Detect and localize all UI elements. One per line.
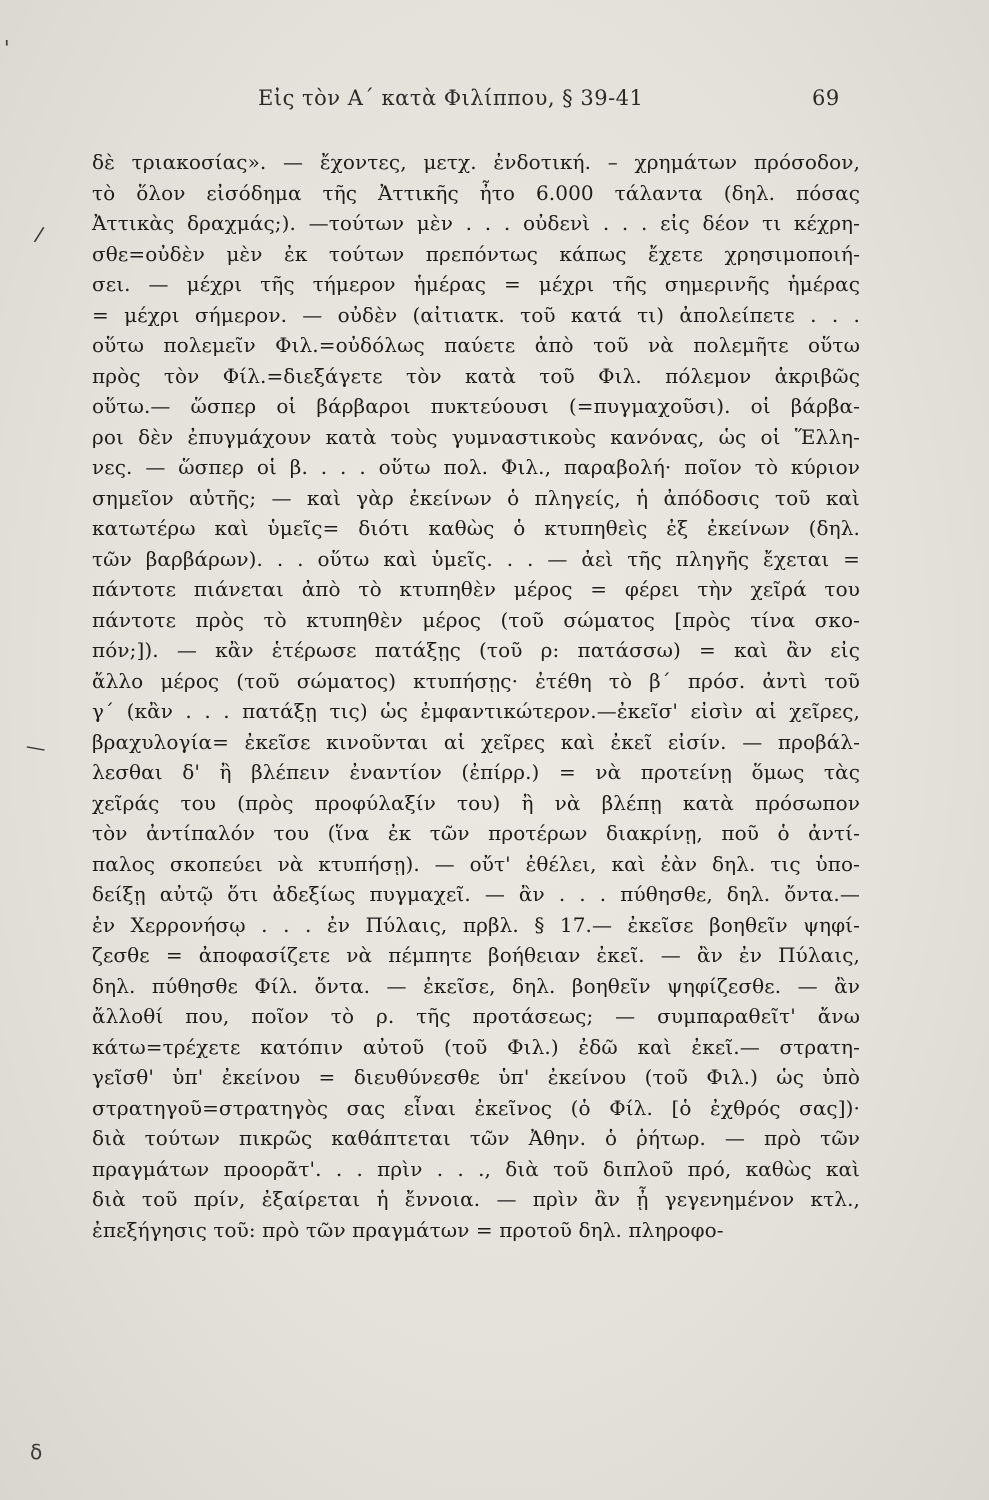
margin-mark: —: [24, 733, 48, 761]
text-line: πρὸς τὸν Φίλ.=διεξάγετε τὸν κατὰ τοῦ Φιλ. πόλεμον ἀκριβῶς: [92, 363, 860, 388]
text-line: σθε=οὐδὲν μὲν ἐκ τούτων πρεπόντως κάπως ἔχετε χρησιμοποιή-: [92, 241, 860, 266]
text-line: γ΄ (κἂν . . . πατάξῃ τις) ὡς ἐμφαντικώτερον.—ἐκεῖσ' εἰσὶν αἱ χεῖρες,: [92, 699, 860, 723]
text-line: γεῖσθ' ὑπ' ἐκείνου = διευθύνεσθε ὑπ' ἐκείνου (τοῦ Φιλ.) ὡς ὑπὸ: [92, 1065, 860, 1089]
text-line: παλος σκοπεύει νὰ κτυπήσῃ). — οὔτ' ἐθέλει, καὶ ἐὰν δηλ. τις ὑπο-: [92, 851, 860, 876]
text-line: δηλ. πύθησθε Φίλ. ὄντα. — ἐκεῖσε, δηλ. βοηθεῖν ψηφίζεσθε. — ἂν: [92, 973, 860, 998]
text-line: χεῖράς του (πρὸς προφύλαξίν του) ἢ νὰ βλέπῃ κατὰ πρόσωπον: [92, 790, 860, 815]
text-line: λεσθαι δ' ἢ βλέπειν ἐναντίον (ἐπίρρ.) = νὰ προτείνῃ ὅμως τὰς: [92, 760, 860, 784]
text-line: σει. — μέχρι τῆς τήμερον ἡμέρας = μέχρι τῆς σημερινῆς ἡμέρας: [92, 272, 860, 296]
text-line: ἄλλο μέρος (τοῦ σώματος) κτυπήσῃς· ἐτέθη τὸ β΄ πρόσ. ἀντὶ τοῦ: [92, 668, 860, 693]
text-line: σημεῖον αὐτῆς; — καὶ γὰρ ἐκείνων ὁ πληγείς, ἡ ἀπόδοσις τοῦ καὶ: [92, 485, 860, 510]
text-line: τὸν ἀντίπαλόν του (ἵνα ἐκ τῶν προτέρων διακρίνῃ, ποῦ ὁ ἀντί-: [92, 821, 860, 845]
text-line: δὲ τριακοσίας». — ἔχοντες, μετχ. ἐνδοτική. – χρημάτων πρόσοδον,: [92, 150, 860, 174]
text-line: στρατηγοῦ=στρατηγὸς σας εἶναι ἐκεῖνος (ὁ Φίλ. [ὁ ἐχθρός σας])·: [92, 1095, 860, 1120]
text-line: διὰ τοῦ πρίν, ἐξαίρεται ἡ ἔννοια. — πρὶν ἂν ᾖ γεγενημένον κτλ.,: [92, 1187, 860, 1211]
text-line: πραγμάτων προορᾶτ'. . . πρὶν . . ., διὰ τοῦ διπλοῦ πρό, καθὼς καὶ: [92, 1156, 860, 1181]
text-line: πάντοτε πρὸς τὸ κτυπηθὲν μέρος (τοῦ σώματος [πρὸς τίνα σκο-: [92, 607, 860, 632]
text-line: βραχυλογία= ἐκεῖσε κινοῦνται αἱ χεῖρες καὶ ἐκεῖ εἰσίν. — προβάλ-: [92, 729, 860, 754]
text-line: νες. — ὥσπερ οἱ β. . . . οὕτω πολ. Φιλ., παραβολή· ποῖον τὸ κύριον: [92, 455, 860, 479]
text-line: τὸ ὅλον εἰσόδημα τῆς Ἀττικῆς ἦτο 6.000 τάλαντα (δηλ. πόσας: [92, 180, 860, 205]
running-title: Εἰς τὸν Α΄ κατὰ Φιλίππου, § 39-41: [258, 86, 644, 110]
text-line: διὰ τούτων πικρῶς καθάπτεται τῶν Ἀθην. ὁ ῥήτωρ. — πρὸ τῶν: [92, 1126, 860, 1150]
text-line: οὕτω πολεμεῖν Φιλ.=οὐδόλως παύετε ἀπὸ τοῦ νὰ πολεμῆτε οὕτω: [92, 333, 860, 357]
commentary-text: [92, 147, 860, 1245]
margin-mark: δ: [30, 1440, 43, 1464]
text-line: πόν;]). — κἂν ἑτέρωσε πατάξῃς (τοῦ ρ: πατάσσω) = καὶ ἂν εἰς: [92, 638, 860, 662]
text-line: τῶν βαρβάρων). . . οὕτω καὶ ὑμεῖς. . . — ἀεὶ τῆς πληγῆς ἔχεται =: [92, 546, 860, 571]
text-line: δείξῃ αὐτῷ ὅτι ἀδεξίως πυγμαχεῖ. — ἂν . . . πύθησθε, δηλ. ὄντα.—: [92, 882, 860, 906]
text-line: ἄλλοθί που, ποῖον τὸ ρ. τῆς προτάσεως; — συμπαραθεῖτ' ἄνω: [92, 1004, 860, 1028]
text-line: ἐπεξήγησις τοῦ: πρὸ τῶν πραγμάτων = προτοῦ δηλ. πληροφο-: [92, 1217, 724, 1242]
text-line: οὕτω.— ὥσπερ οἱ βάρβαροι πυκτεύουσι (=πυγμαχοῦσι). οἱ βάρβα-: [92, 394, 860, 418]
text-line: κατωτέρω καὶ ὑμεῖς= διότι καθὼς ὁ κτυπηθεὶς ἐξ ἐκείνων (δηλ.: [92, 516, 860, 540]
text-line: = μέχρι σήμερον. — οὐδὲν (αἰτιατκ. τοῦ κατά τι) ἀπολείπετε . . .: [92, 302, 860, 327]
running-header: [0, 86, 989, 116]
text-line: πάντοτε πιάνεται ἀπὸ τὸ κτυπηθὲν μέρος = φέρει τὴν χεῖρά του: [92, 577, 860, 601]
page-number: 69: [812, 86, 840, 110]
text-line: κάτω=τρέχετε κατόπιν αὐτοῦ (τοῦ Φιλ.) ἐδῶ καὶ ἐκεῖ.— στρατη-: [92, 1034, 860, 1059]
text-line: ζεσθε = ἀποφασίζετε νὰ πέμπητε βοήθειαν ἐκεῖ. — ἂν ἐν Πύλαις,: [92, 943, 860, 967]
text-line: Ἀττικὰς δραχμάς;). —τούτων μὲν . . . οὐδενὶ . . . εἰς δέον τι κέχρη-: [92, 211, 860, 235]
text-line: ροι δὲν ἐπυγμάχουν κατὰ τοὺς γυμναστικοὺς κανόνας, ὡς οἱ Ἕλλη-: [92, 424, 860, 449]
margin-mark: ': [4, 36, 10, 60]
text-line: ἐν Χερρονήσῳ . . . ἐν Πύλαις, πρβλ. § 17.— ἐκεῖσε βοηθεῖν ψηφί-: [92, 912, 860, 937]
margin-mark: /: [33, 221, 46, 247]
